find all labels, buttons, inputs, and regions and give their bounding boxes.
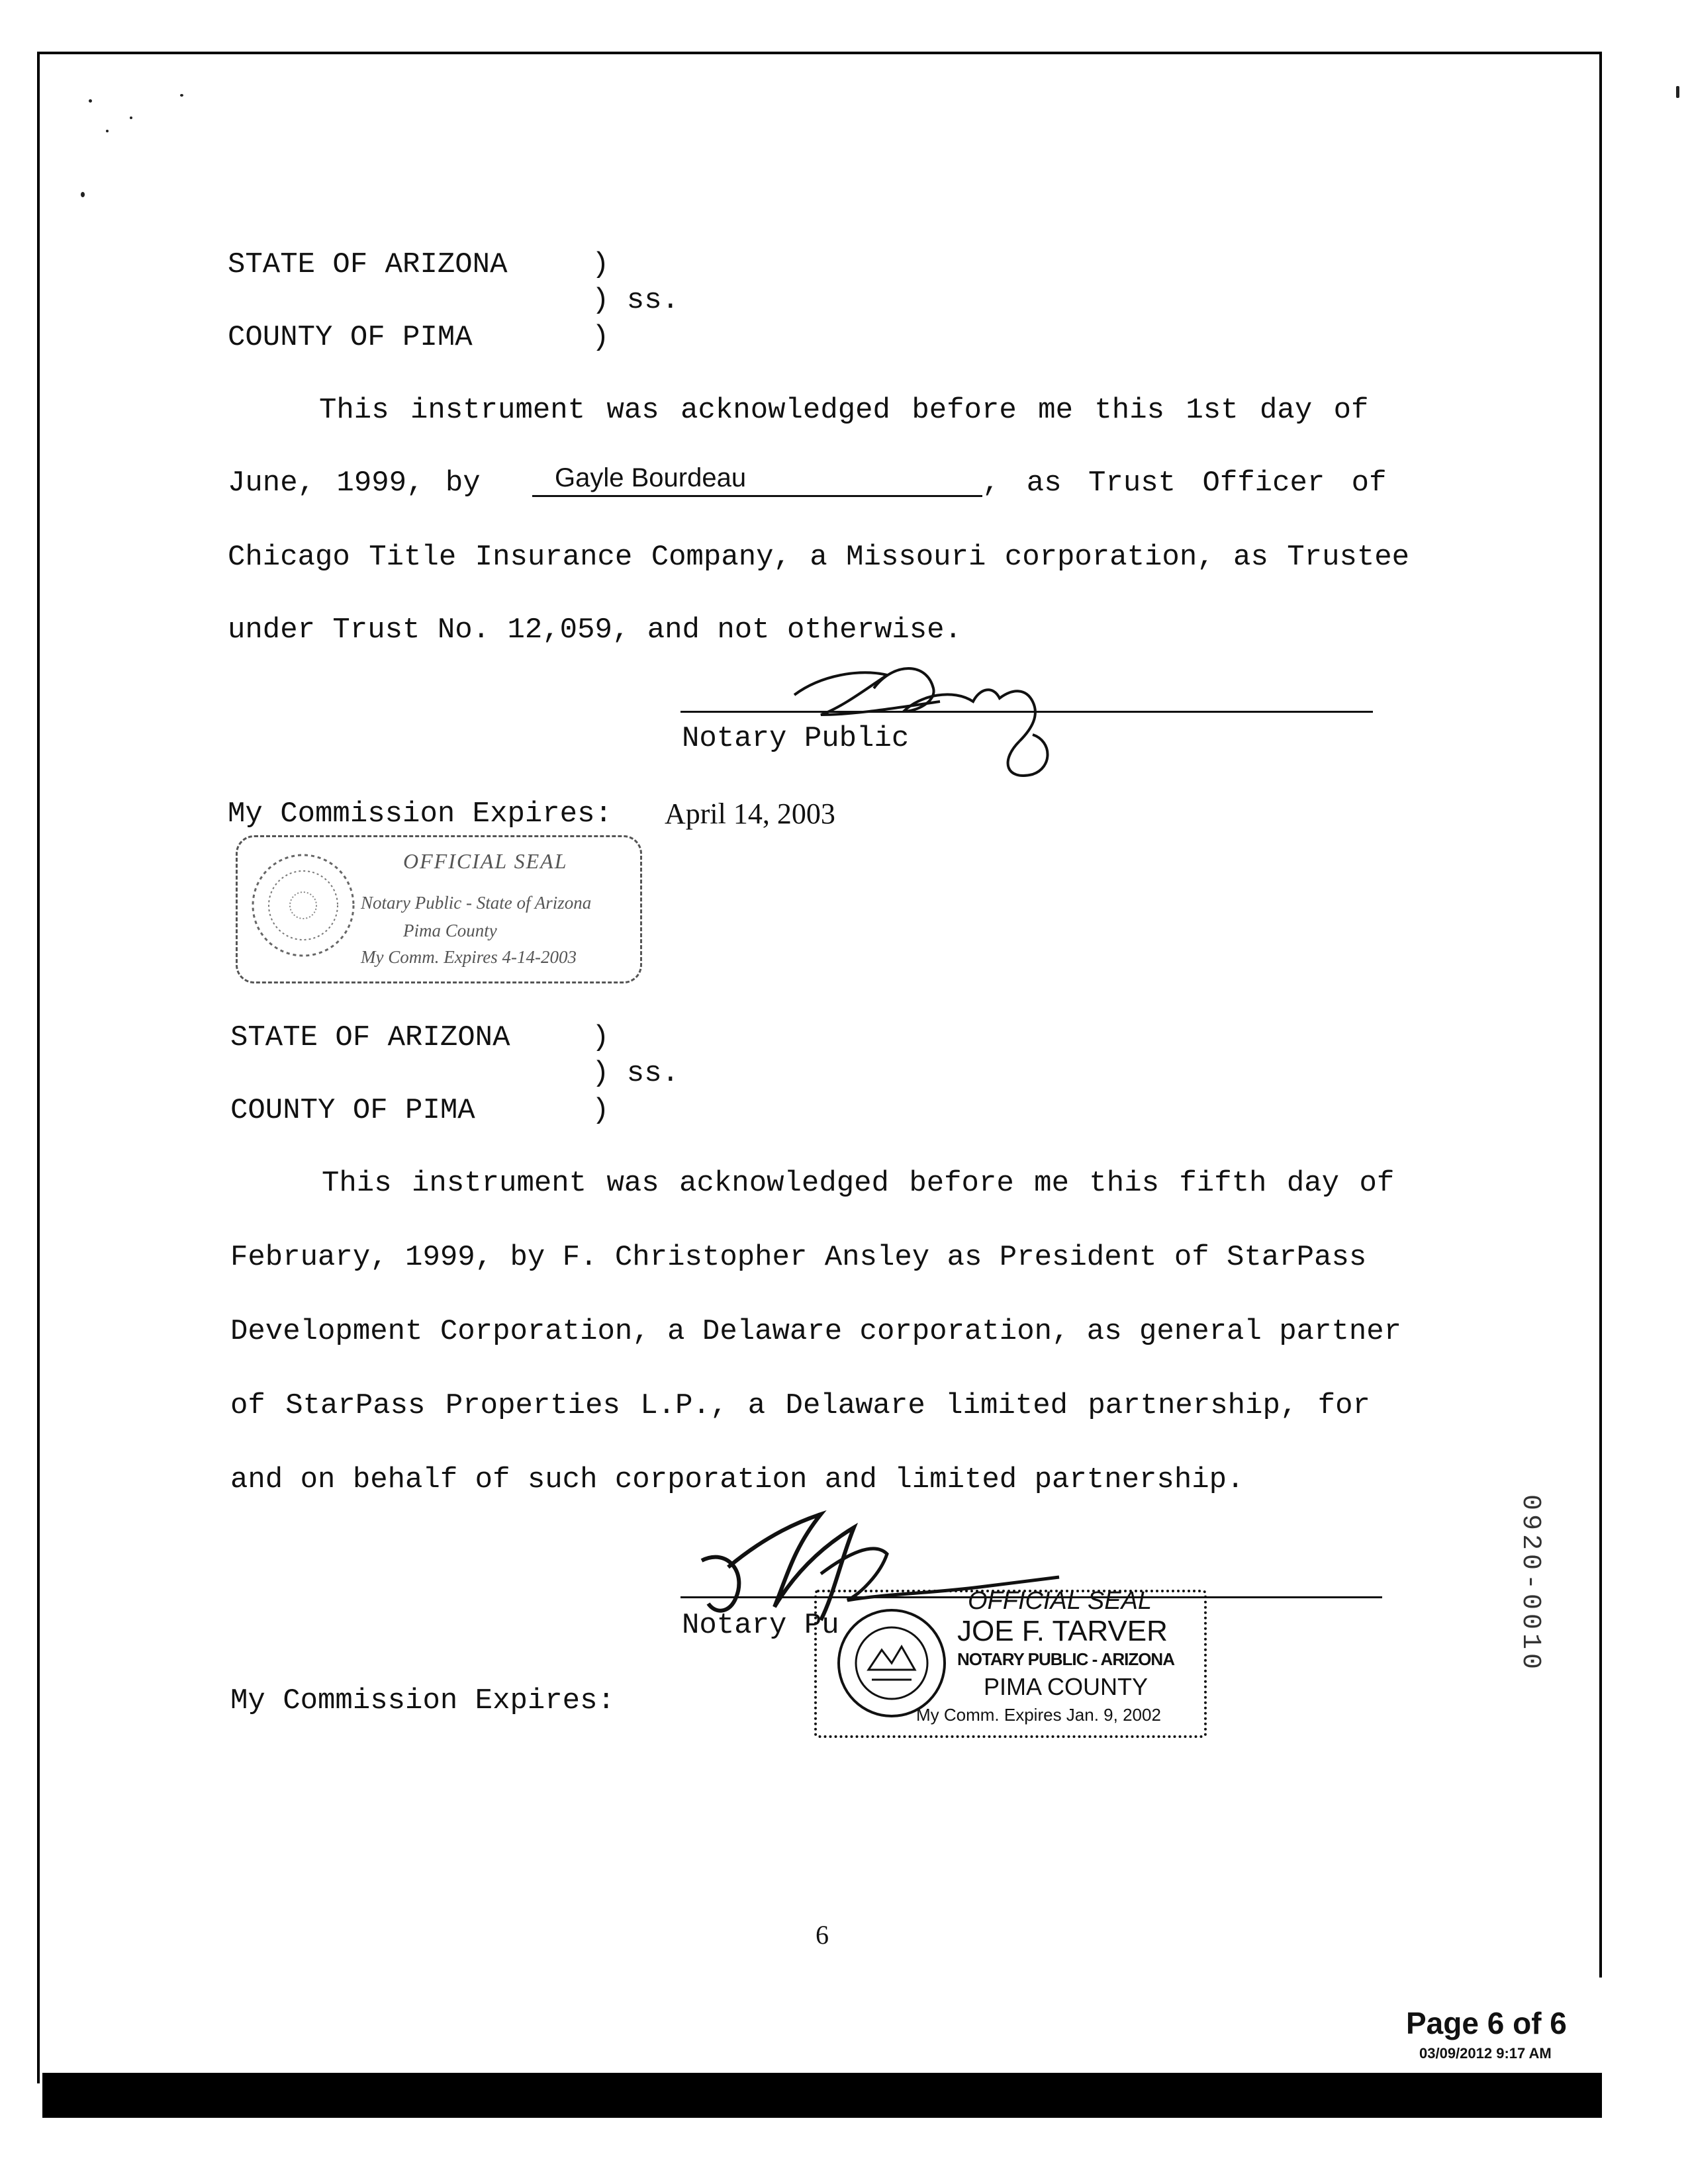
scan-speck bbox=[180, 94, 183, 97]
scan-speck bbox=[89, 99, 92, 103]
commission-expires-label: My Commission Expires: bbox=[228, 797, 612, 831]
venue-paren: ) bbox=[592, 1094, 610, 1127]
paragraph-line: This instrument was acknowledged before me this 1st day of bbox=[319, 394, 1369, 427]
venue-paren: ) bbox=[592, 321, 610, 354]
notary-signature-line bbox=[680, 711, 1373, 713]
seal-emblem-icon bbox=[247, 849, 359, 962]
scan-speck bbox=[1676, 86, 1679, 98]
county-label: COUNTY OF PIMA bbox=[230, 1094, 475, 1127]
paragraph-line: This instrument was acknowledged before me this fifth day of bbox=[322, 1167, 1395, 1200]
commission-expires-date: April 14, 2003 bbox=[665, 797, 835, 830]
seal-notary-county: PIMA COUNTY bbox=[984, 1673, 1149, 1700]
page-frame-top bbox=[37, 52, 1602, 54]
recording-number: 0920-0010 bbox=[1515, 1494, 1545, 1674]
name-underline bbox=[532, 495, 982, 497]
venue-paren: ) bbox=[592, 248, 610, 281]
state-label: STATE OF ARIZONA bbox=[230, 1021, 510, 1054]
commission-expires-label: My Commission Expires: bbox=[230, 1684, 615, 1717]
seal-line: Notary Public - State of Arizona bbox=[361, 893, 592, 913]
notary-public-label: Notary Pu bbox=[682, 1609, 839, 1642]
notary-seal-stamp-1 bbox=[236, 835, 642, 983]
seal-commission-expires: My Comm. Expires Jan. 9, 2002 bbox=[916, 1705, 1161, 1725]
notary-seal-stamp-2 bbox=[814, 1587, 1207, 1738]
scan-speck bbox=[130, 116, 132, 119]
page-frame-left bbox=[37, 52, 40, 2083]
notary-public-label: Notary Public bbox=[682, 722, 910, 755]
venue-ss: ) ss. bbox=[592, 284, 680, 317]
county-label: COUNTY OF PIMA bbox=[228, 321, 473, 354]
page-frame-right bbox=[1599, 52, 1602, 1978]
seal-notary-name: JOE F. TARVER bbox=[957, 1615, 1168, 1647]
venue-ss: ) ss. bbox=[592, 1057, 680, 1090]
footer-timestamp: 03/09/2012 9:17 AM bbox=[1419, 2045, 1552, 2062]
bottom-bar bbox=[42, 2073, 1602, 2118]
acknowledger-name: Gayle Bourdeau bbox=[555, 463, 747, 492]
paragraph-line: of StarPass Properties L.P., a Delaware limited partnership, for bbox=[230, 1389, 1370, 1422]
recording-number-stamp bbox=[1508, 1494, 1554, 1825]
paragraph-line: June, 1999, by bbox=[228, 467, 481, 500]
footer-page-of: Page 6 of 6 bbox=[1406, 2006, 1567, 2040]
paragraph-line: under Trust No. 12,059, and not otherwise. bbox=[228, 614, 962, 647]
seal-title: OFFICIAL SEAL bbox=[403, 849, 568, 873]
paragraph-line: February, 1999, by F. Christopher Ansley as President of StarPass bbox=[230, 1241, 1367, 1274]
paragraph-line: , as Trust Officer of bbox=[982, 467, 1387, 500]
state-label: STATE OF ARIZONA bbox=[228, 248, 508, 281]
paragraph-line: and on behalf of such corporation and limited partnership. bbox=[230, 1463, 1244, 1496]
scan-speck bbox=[81, 192, 85, 197]
paragraph-line: Chicago Title Insurance Company, a Missouri corporation, as Trustee bbox=[228, 541, 1410, 574]
seal-notary-role: NOTARY PUBLIC - ARIZONA bbox=[957, 1649, 1174, 1669]
page-number: 6 bbox=[816, 1920, 829, 1950]
scan-speck bbox=[106, 130, 109, 132]
paragraph-line: Development Corporation, a Delaware corporation, as general partner bbox=[230, 1315, 1402, 1348]
seal-title: OFFICIAL SEAL bbox=[968, 1587, 1152, 1615]
notary-signature-1 bbox=[781, 649, 1086, 781]
state-seal-emblem-icon bbox=[835, 1607, 948, 1719]
seal-line: My Comm. Expires 4-14-2003 bbox=[361, 947, 577, 967]
seal-line: Pima County bbox=[403, 921, 497, 940]
venue-paren: ) bbox=[592, 1021, 610, 1054]
